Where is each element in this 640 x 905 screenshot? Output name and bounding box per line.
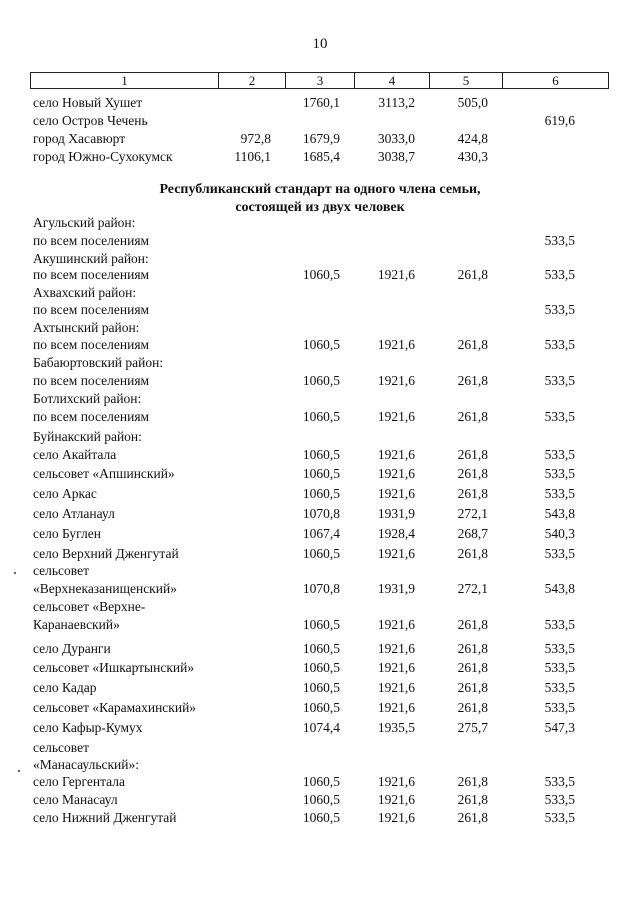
cell-col-4: 1921,6 bbox=[377, 774, 415, 789]
cell-col-3: 1060,5 bbox=[302, 617, 340, 632]
row-label: сельсовет «Ишкартынский» bbox=[33, 660, 195, 675]
column-header-6: 6 bbox=[503, 73, 609, 89]
row-label: по всем поселениям bbox=[33, 409, 150, 424]
row-label: Ахвахский район: bbox=[33, 285, 137, 300]
cell-col-4: 1921,6 bbox=[377, 546, 415, 561]
table-row bbox=[30, 214, 608, 232]
cell-col-5: 261,8 bbox=[457, 810, 488, 825]
cell-col-5: 261,8 bbox=[457, 337, 488, 352]
table-row bbox=[30, 94, 608, 112]
cell-col-5: 505,0 bbox=[457, 95, 488, 110]
column-header-2: 2 bbox=[219, 73, 286, 89]
table-row bbox=[30, 284, 608, 302]
table-row bbox=[30, 659, 608, 677]
cell-col-3: 1060,5 bbox=[302, 409, 340, 424]
cell-col-6: 533,5 bbox=[544, 680, 575, 695]
cell-col-3: 1067,4 bbox=[302, 526, 340, 541]
cell-col-5: 268,7 bbox=[457, 526, 488, 541]
column-header-1: 1 bbox=[31, 73, 219, 89]
table-header bbox=[30, 72, 609, 89]
cell-col-5: 261,8 bbox=[457, 486, 488, 501]
table-row bbox=[30, 130, 608, 148]
cell-col-3: 1060,5 bbox=[302, 546, 340, 561]
table-row bbox=[30, 408, 608, 426]
column-header-4: 4 bbox=[355, 73, 430, 89]
row-label: сельсовет «Карамахинский» bbox=[33, 700, 197, 715]
table-row bbox=[30, 232, 608, 250]
row-label: сельсовет bbox=[33, 563, 89, 578]
cell-col-3: 1060,5 bbox=[302, 810, 340, 825]
row-label: село Кадар bbox=[33, 680, 97, 695]
cell-col-3: 1070,8 bbox=[302, 581, 340, 596]
cell-col-6: 533,5 bbox=[544, 233, 575, 248]
table-row bbox=[30, 465, 608, 483]
cell-col-6: 533,5 bbox=[544, 373, 575, 388]
cell-col-6: 543,8 bbox=[544, 506, 575, 521]
cell-col-3: 1060,5 bbox=[302, 267, 340, 282]
cell-col-5: 424,8 bbox=[457, 131, 488, 146]
cell-col-3: 1060,5 bbox=[302, 680, 340, 695]
table-row bbox=[30, 266, 608, 284]
row-label: Каранаевский» bbox=[33, 617, 120, 632]
row-label: сельсовет «Верхне- bbox=[33, 599, 146, 614]
cell-col-6: 533,5 bbox=[544, 486, 575, 501]
table-row bbox=[30, 756, 608, 774]
cell-col-3: 1060,5 bbox=[302, 373, 340, 388]
cell-col-3: 1060,5 bbox=[302, 774, 340, 789]
cell-col-3: 1060,5 bbox=[302, 447, 340, 462]
cell-col-4: 1921,6 bbox=[377, 680, 415, 695]
cell-col-6: 533,5 bbox=[544, 617, 575, 632]
cell-col-4: 1935,5 bbox=[377, 720, 415, 735]
cell-col-4: 1928,4 bbox=[377, 526, 415, 541]
cell-col-3: 1060,5 bbox=[302, 641, 340, 656]
table-row bbox=[30, 699, 608, 717]
cell-col-5: 275,7 bbox=[457, 720, 488, 735]
table-row bbox=[30, 616, 608, 634]
cell-col-5: 261,8 bbox=[457, 792, 488, 807]
row-label: сельсовет «Апшинский» bbox=[33, 466, 175, 481]
table-row bbox=[30, 598, 608, 616]
row-label: село Буглен bbox=[33, 526, 101, 541]
cell-col-5: 272,1 bbox=[457, 506, 488, 521]
row-label: по всем поселениям bbox=[33, 337, 150, 352]
row-label: по всем поселениям bbox=[33, 233, 150, 248]
row-label: Бабаюртовский район: bbox=[33, 355, 164, 370]
cell-col-6: 547,3 bbox=[544, 720, 575, 735]
cell-col-6: 533,5 bbox=[544, 792, 575, 807]
row-label: село Манасаул bbox=[33, 792, 118, 807]
row-label: сельсовет bbox=[33, 740, 89, 755]
cell-col-5: 272,1 bbox=[457, 581, 488, 596]
row-label: город Южно-Сухокумск bbox=[33, 149, 173, 164]
cell-col-6: 533,5 bbox=[544, 810, 575, 825]
row-label: Буйнакский район: bbox=[33, 429, 142, 444]
cell-col-3: 1074,4 bbox=[302, 720, 340, 735]
table-row bbox=[30, 773, 608, 791]
table-row bbox=[30, 580, 608, 598]
row-label: Ахтынский район: bbox=[33, 320, 140, 335]
table-row bbox=[30, 739, 608, 757]
row-label: село Аркас bbox=[33, 486, 97, 501]
cell-col-4: 1921,6 bbox=[377, 700, 415, 715]
cell-col-5: 261,8 bbox=[457, 660, 488, 675]
cell-col-4: 1921,6 bbox=[377, 617, 415, 632]
row-label: «Верхнеказанищенский» bbox=[33, 581, 177, 596]
row-label: село Новый Хушет bbox=[33, 95, 143, 110]
cell-col-6: 533,5 bbox=[544, 774, 575, 789]
row-label: Агульский район: bbox=[33, 215, 136, 230]
row-label: село Остров Чечень bbox=[33, 113, 148, 128]
table-row bbox=[30, 112, 608, 130]
cell-col-3: 1060,5 bbox=[302, 466, 340, 481]
table-row bbox=[30, 148, 608, 166]
cell-col-4: 1921,6 bbox=[377, 337, 415, 352]
cell-col-4: 1921,6 bbox=[377, 486, 415, 501]
cell-col-3: 1679,9 bbox=[302, 131, 340, 146]
cell-col-5: 261,8 bbox=[457, 409, 488, 424]
table-row bbox=[30, 301, 608, 319]
cell-col-6: 533,5 bbox=[544, 660, 575, 675]
cell-col-3: 1060,5 bbox=[302, 486, 340, 501]
cell-col-3: 1060,5 bbox=[302, 337, 340, 352]
cell-col-3: 1060,5 bbox=[302, 660, 340, 675]
table-row bbox=[30, 525, 608, 543]
table-row bbox=[30, 640, 608, 658]
cell-col-6: 533,5 bbox=[544, 641, 575, 656]
cell-col-4: 1931,9 bbox=[377, 506, 415, 521]
table-row bbox=[30, 390, 608, 408]
row-label: по всем поселениям bbox=[33, 302, 150, 317]
table-row bbox=[30, 485, 608, 503]
cell-col-6: 533,5 bbox=[544, 302, 575, 317]
section-title-line-2: состоящей из двух человек bbox=[235, 200, 405, 215]
row-label: село Нижний Дженгутай bbox=[33, 810, 177, 825]
cell-col-4: 1921,6 bbox=[377, 267, 415, 282]
table-row bbox=[30, 336, 608, 354]
cell-col-4: 1921,6 bbox=[377, 641, 415, 656]
cell-col-2: 1106,1 bbox=[234, 149, 271, 164]
cell-col-4: 3113,2 bbox=[378, 95, 415, 110]
cell-col-6: 543,8 bbox=[544, 581, 575, 596]
cell-col-4: 1921,6 bbox=[377, 792, 415, 807]
cell-col-3: 1060,5 bbox=[302, 792, 340, 807]
row-label: «Манасаульский»: bbox=[33, 757, 139, 772]
cell-col-5: 261,8 bbox=[457, 447, 488, 462]
cell-col-4: 1921,6 bbox=[377, 409, 415, 424]
cell-col-6: 619,6 bbox=[544, 113, 575, 128]
cell-col-5: 261,8 bbox=[457, 617, 488, 632]
cell-col-4: 1921,6 bbox=[377, 466, 415, 481]
row-label: село Гергентала bbox=[33, 774, 126, 789]
cell-col-4: 3038,7 bbox=[377, 149, 415, 164]
cell-col-5: 261,8 bbox=[457, 267, 488, 282]
cell-col-6: 533,5 bbox=[544, 267, 575, 282]
scan-mark bbox=[14, 572, 16, 574]
section-title bbox=[0, 181, 640, 217]
cell-col-6: 533,5 bbox=[544, 447, 575, 462]
row-label: село Дуранги bbox=[33, 641, 111, 656]
column-header-3: 3 bbox=[286, 73, 355, 89]
cell-col-6: 533,5 bbox=[544, 546, 575, 561]
row-label: село Верхний Дженгутай bbox=[33, 546, 179, 561]
cell-col-3: 1685,4 bbox=[302, 149, 340, 164]
table-row bbox=[30, 809, 608, 827]
table-row bbox=[30, 545, 608, 563]
row-label: село Акайтала bbox=[33, 447, 117, 462]
cell-col-5: 261,8 bbox=[457, 700, 488, 715]
cell-col-5: 261,8 bbox=[457, 373, 488, 388]
table-row bbox=[30, 719, 608, 737]
row-label: по всем поселениям bbox=[33, 373, 150, 388]
cell-col-5: 261,8 bbox=[457, 774, 488, 789]
cell-col-3: 1060,5 bbox=[302, 700, 340, 715]
table-row bbox=[30, 354, 608, 372]
row-label: город Хасавюрт bbox=[33, 131, 126, 146]
row-label: Ботлихский район: bbox=[33, 391, 142, 406]
cell-col-4: 1921,6 bbox=[377, 660, 415, 675]
cell-col-4: 1921,6 bbox=[377, 810, 415, 825]
cell-col-2: 972,8 bbox=[240, 131, 271, 146]
cell-col-4: 1931,9 bbox=[377, 581, 415, 596]
cell-col-6: 533,5 bbox=[544, 700, 575, 715]
cell-col-6: 533,5 bbox=[544, 337, 575, 352]
page-number: 10 bbox=[312, 36, 328, 52]
cell-col-3: 1070,8 bbox=[302, 506, 340, 521]
cell-col-6: 533,5 bbox=[544, 409, 575, 424]
cell-col-5: 261,8 bbox=[457, 641, 488, 656]
column-header-5: 5 bbox=[430, 73, 503, 89]
table-row bbox=[30, 428, 608, 446]
cell-col-3: 1760,1 bbox=[302, 95, 340, 110]
cell-col-5: 261,8 bbox=[457, 466, 488, 481]
table-row bbox=[30, 372, 608, 390]
table-row bbox=[30, 791, 608, 809]
cell-col-4: 1921,6 bbox=[377, 447, 415, 462]
table-row bbox=[30, 319, 608, 337]
cell-col-6: 540,3 bbox=[544, 526, 575, 541]
row-label: по всем поселениям bbox=[33, 267, 150, 282]
cell-col-5: 261,8 bbox=[457, 546, 488, 561]
table-row bbox=[30, 446, 608, 464]
table-row bbox=[30, 679, 608, 697]
table-row bbox=[30, 505, 608, 523]
table-row bbox=[30, 562, 608, 580]
section-title-line-1: Республиканский стандарт на одного члена семьи, bbox=[159, 182, 481, 197]
row-label: село Кафыр-Кумух bbox=[33, 720, 143, 735]
cell-col-4: 1921,6 bbox=[377, 373, 415, 388]
cell-col-5: 261,8 bbox=[457, 680, 488, 695]
row-label: село Атланаул bbox=[33, 506, 115, 521]
cell-col-6: 533,5 bbox=[544, 466, 575, 481]
scan-mark bbox=[18, 770, 20, 772]
row-label: Акушинский район: bbox=[33, 251, 149, 266]
cell-col-4: 3033,0 bbox=[377, 131, 415, 146]
cell-col-5: 430,3 bbox=[457, 149, 488, 164]
